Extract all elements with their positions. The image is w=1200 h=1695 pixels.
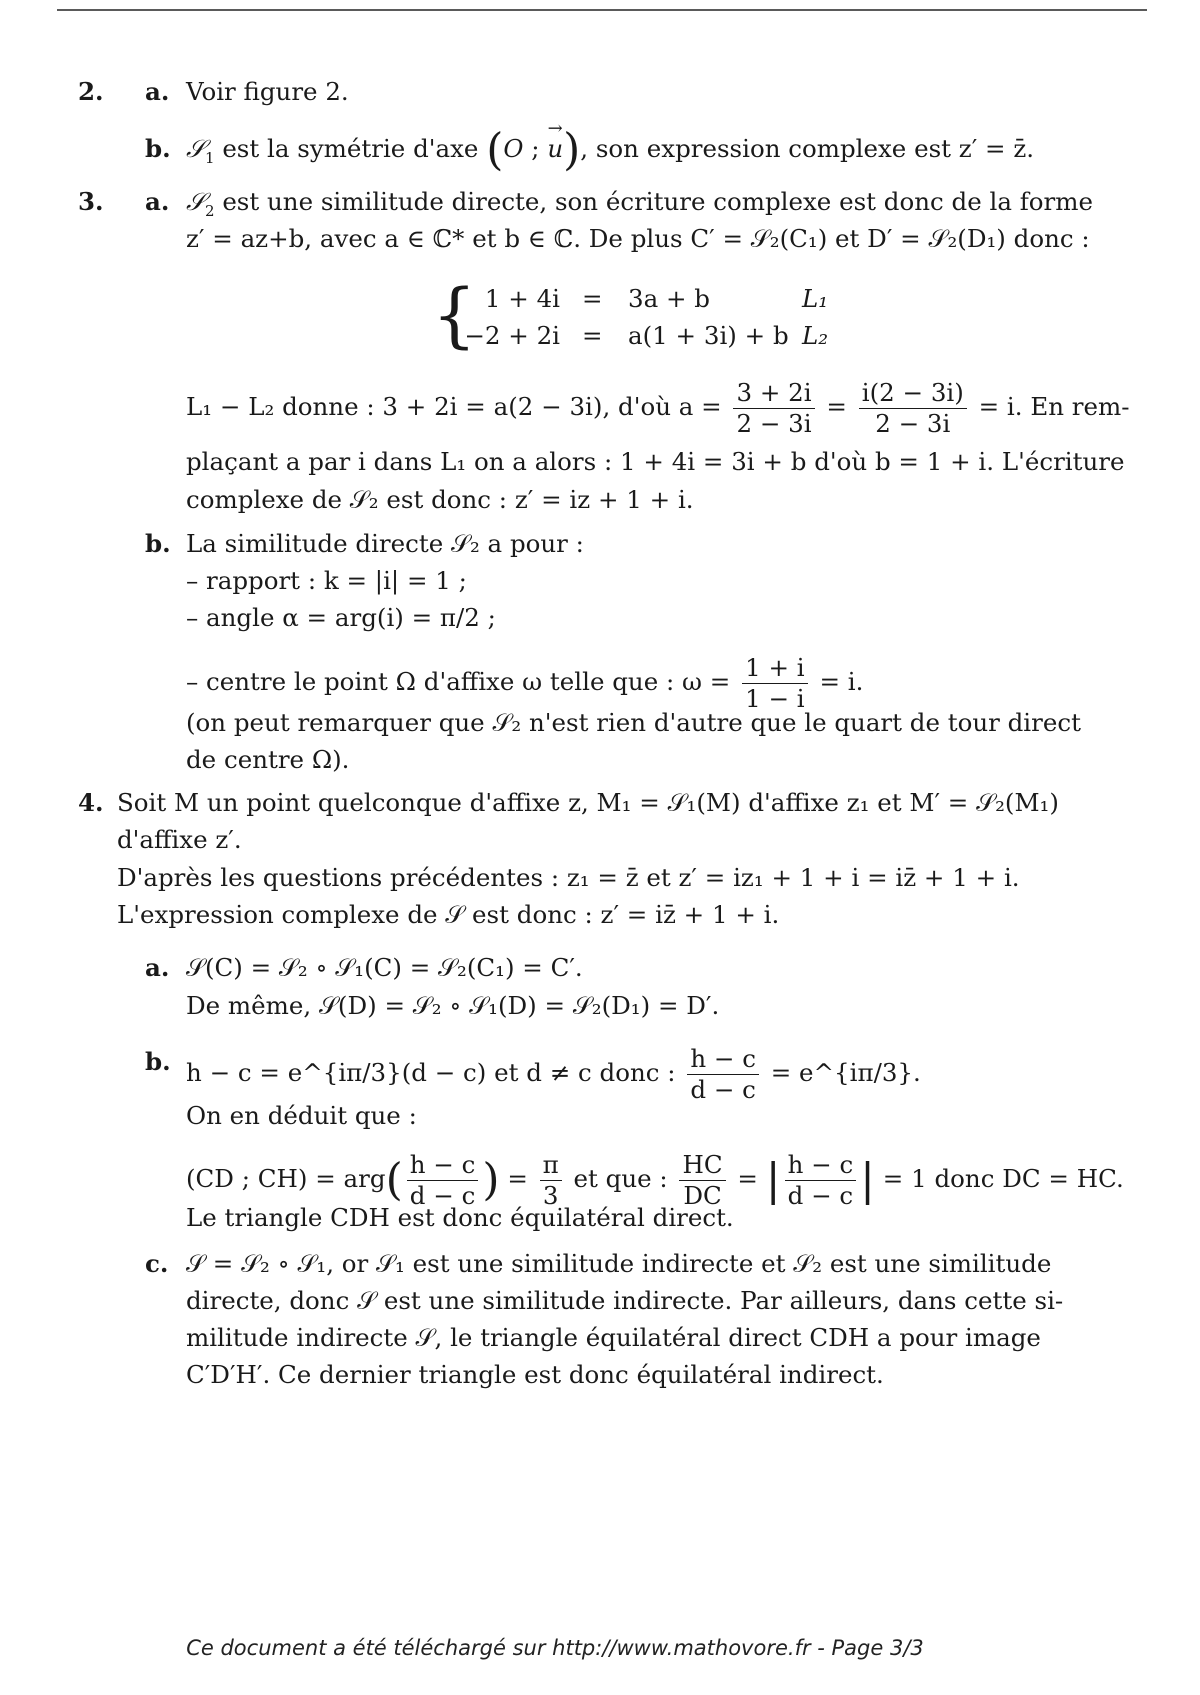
fraction: $\frac{i(2 - 3i)}{2 - 3i}$ xyxy=(859,378,967,439)
q3-b-intro: La similitude directe 𝒮₂ a pour : xyxy=(186,529,584,558)
q3-b-item3: – centre le point Ω d'affixe ω telle que : ω = $\frac{1 + i}{1 - i}$ = i. xyxy=(186,653,864,713)
q4-c-line3: militude indirecte 𝒮, le triangle équilatéral direct CDH a pour image xyxy=(186,1323,1041,1352)
q4-line2: d'affixe z′. xyxy=(117,825,242,854)
q3-a-label: a. xyxy=(145,187,170,216)
q2-b-text-1: est la symétrie d'axe xyxy=(222,134,479,163)
q4-b-line1: h − c = e^{iπ/3}(d − c) et d ≠ c donc : $\frac{h - c}{d - c}$ = e^{iπ/3}. xyxy=(186,1044,921,1104)
q3-calc-line3: complexe de 𝒮₂ est donc : z′ = iz + 1 + i. xyxy=(186,485,694,514)
q2-a-text: Voir figure 2. xyxy=(186,77,349,106)
q2-b-label: b. xyxy=(145,134,171,163)
q3-calc-line1: L₁ − L₂ donne : 3 + 2i = a(2 − 3i), d'où a = $\frac{3 + 2i}{2 - 3i}$ = $\frac{i(2 - 3i)}{2 - 3i}$ = i. En rem- xyxy=(186,378,1130,438)
fraction: $\frac{3 + 2i}{2 - 3i}$ xyxy=(733,378,814,439)
q4-a-line2: De même, 𝒮(D) = 𝒮₂ ∘ 𝒮₁(D) = 𝒮₂(D₁) = D′. xyxy=(186,991,720,1020)
fraction: $\frac{HC}{DC}$ xyxy=(679,1150,725,1211)
q4-c-line2: directe, donc 𝒮 est une similitude indirecte. Par ailleurs, dans cette si- xyxy=(186,1286,1064,1315)
q3-a-line1: 𝒮$_2$ est une similitude directe, son écriture complexe est donc de la forme xyxy=(186,187,1093,220)
fraction: $\frac{h - c}{d - c}$ xyxy=(687,1044,759,1105)
q3-a-line2: z′ = az+b, avec a ∈ ℂ* et b ∈ ℂ. De plus C′ = 𝒮₂(C₁) et D′ = 𝒮₂(D₁) donc : xyxy=(186,224,1090,253)
q4-b-line4: Le triangle CDH est donc équilatéral direct. xyxy=(186,1203,734,1232)
question-3-number: 3. xyxy=(78,187,104,216)
system-row: −2 + 2i = a(1 + 3i) + b L₂ xyxy=(464,321,829,350)
q4-line1: Soit M un point quelconque d'affixe z, M₁ = 𝒮₁(M) d'affixe z₁ et M′ = 𝒮₂(M₁) xyxy=(117,788,1059,817)
q3-b-item1: – rapport : k = |i| = 1 ; xyxy=(186,566,467,595)
q4-c-line1: 𝒮 = 𝒮₂ ∘ 𝒮₁, or 𝒮₁ est une similitude indirecte et 𝒮₂ est une similitude xyxy=(186,1249,1052,1278)
q4-c-line4: C′D′H′. Ce dernier triangle est donc équilatéral indirect. xyxy=(186,1360,884,1389)
fraction: $\frac{\pi}{3}$ xyxy=(540,1150,562,1211)
fraction: $\frac{1 + i}{1 - i}$ xyxy=(742,653,808,714)
system-row: 1 + 4i = 3a + b L₁ xyxy=(484,284,829,313)
q4-b-line2: On en déduit que : xyxy=(186,1101,417,1130)
question-2-number: 2. xyxy=(78,77,104,106)
system-brace: { xyxy=(432,274,477,356)
equation-system xyxy=(432,274,872,361)
q4-line3: D'après les questions précédentes : z₁ = z̄ et z′ = iz₁ + 1 + i = iz̄ + 1 + i. xyxy=(117,863,1020,892)
q4-c-label: c. xyxy=(145,1249,169,1278)
q3-b-note1: (on peut remarquer que 𝒮₂ n'est rien d'autre que le quart de tour direct xyxy=(186,708,1081,737)
fraction: $\frac{h - c}{d - c}$ xyxy=(785,1150,857,1211)
q3-b-label: b. xyxy=(145,529,171,558)
q4-b-line3: (CD ; CH) = arg( $\frac{h - c}{d - c}$ ) = $\frac{\pi}{3}$ et que : $\frac{HC}{DC}$ = | $\frac{h - c}{d - c}$ | = 1 donc DC = HC. xyxy=(186,1150,1124,1210)
q4-a-label: a. xyxy=(145,953,170,982)
page-footer: Ce document a été téléchargé sur http://www.mathovore.fr - Page 3/3 xyxy=(186,1636,924,1660)
q2-a-label: a. xyxy=(145,77,170,106)
q2-b-line: 𝒮$_1$ est la symétrie d'axe (O ; → u), son expression complexe est z′ = z̄. xyxy=(186,131,1034,176)
q3-b-item2: – angle α = arg(i) = π/2 ; xyxy=(186,603,496,632)
q3-b-note2: de centre Ω). xyxy=(186,745,350,774)
q4-b-label: b. xyxy=(145,1047,171,1076)
q2-b-text-2: , son expression complexe est z′ = z̄. xyxy=(580,134,1035,163)
q4-a-line1: 𝒮(C) = 𝒮₂ ∘ 𝒮₁(C) = 𝒮₂(C₁) = C′. xyxy=(186,953,583,982)
fraction: $\frac{h - c}{d - c}$ xyxy=(407,1150,479,1211)
question-4-number: 4. xyxy=(78,788,104,817)
q4-line4: L'expression complexe de 𝒮 est donc : z′ = iz̄ + 1 + i. xyxy=(117,900,780,929)
q3-calc-line2: plaçant a par i dans L₁ on a alors : 1 + 4i = 3i + b d'où b = 1 + i. L'écriture xyxy=(186,447,1125,476)
